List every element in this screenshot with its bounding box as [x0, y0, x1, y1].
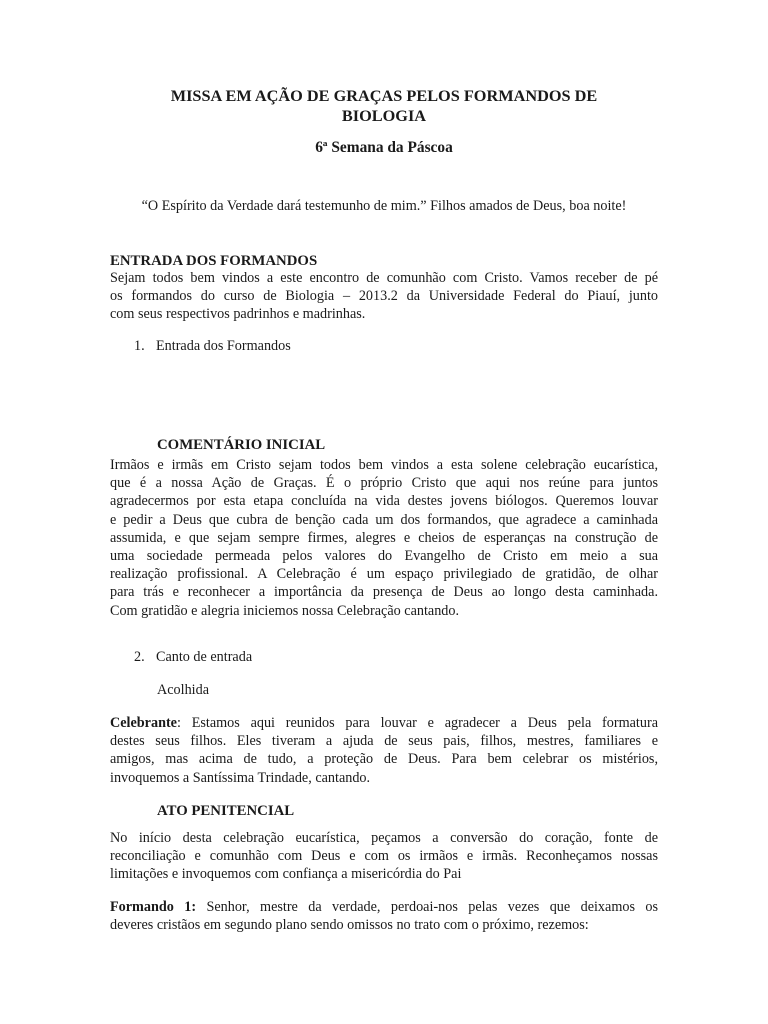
- paragraph-line: [110, 714, 658, 732]
- list-item-number: 1.: [134, 338, 145, 354]
- paragraph-line: invoquemos a Santíssima Trindade, cantando.: [110, 769, 371, 786]
- section-heading-entrada: ENTRADA DOS FORMANDOS: [110, 253, 318, 269]
- celebrante-paragraph: [110, 714, 658, 787]
- formando1-text: Senhor, mestre da verdade, perdoai-nos pelas vezes que deixamos os: [196, 899, 658, 915]
- list-item-entrada: [134, 337, 291, 355]
- paragraph-line: limitações e invoquemos com confiança a misericórdia do Pai: [110, 866, 462, 883]
- list-item-canto: [134, 648, 252, 666]
- paragraph-line: Irmãos e irmãs em Cristo sejam todos bem vindos a esta solene celebração eucarística,: [110, 457, 658, 473]
- paragraph-line: Com gratidão e alegria iniciemos nossa Celebração cantando.: [110, 602, 460, 619]
- section-heading-comentario: COMENTÁRIO INICIAL: [157, 437, 326, 453]
- ato-paragraph: [110, 829, 658, 884]
- document-subtitle: 6ª Semana da Páscoa: [315, 139, 453, 156]
- paragraph-line: para trás e reconhecer a importância da presença de Deus ao longo desta caminhada.: [110, 584, 658, 601]
- paragraph-line: uma sociedade permeada pelos valores do Evangelho de Cristo em meio a sua: [110, 548, 658, 565]
- section-heading-ato: ATO PENITENCIAL: [157, 803, 295, 819]
- opening-quote: “O Espírito da Verdade dará testemunho de mim.” Filhos amados de Deus, boa noite!: [141, 198, 627, 214]
- paragraph-line: reconciliação e comunhão com Deus e com os irmãos e irmãs. Reconheçamos nossas: [110, 848, 658, 865]
- paragraph-line: amigos, mas acima de tudo, a proteção de Deus. Para bem celebrar os mistérios,: [110, 751, 658, 768]
- celebrante-text: : Estamos aqui reunidos para louvar e agradecer a Deus pela formatura: [176, 715, 658, 731]
- paragraph-line: No início desta celebração eucarística, peçamos a conversão do coração, fonte de: [110, 830, 658, 846]
- paragraph-line: destes seus filhos. Eles tiveram a ajuda de seus pais, filhos, mestres, familiares e: [110, 733, 658, 750]
- document-title: [100, 86, 668, 126]
- paragraph-line: Sejam todos bem vindos a este encontro de comunhão com Cristo. Vamos receber de pé: [110, 270, 658, 286]
- paragraph-line: deveres cristãos em segundo plano sendo omissos no trato com o próximo, rezemos:: [110, 917, 589, 934]
- title-line-2: BIOLOGIA: [341, 106, 427, 125]
- formando1-paragraph: [110, 898, 658, 934]
- paragraph-line: e pedir a Deus que cubra de benção cada um dos formandos, que agradece a caminhada: [110, 511, 658, 528]
- paragraph-line: que é a nossa Ação de Graças. É o próprio Cristo que aqui nos reúne para juntos: [110, 475, 658, 492]
- celebrante-label: Celebrante: [110, 715, 177, 731]
- paragraph-line: realização profissional. A Celebração é um espaço privilegiado de gratidão, de olhar: [110, 566, 658, 583]
- acolhida-label: Acolhida: [157, 682, 210, 698]
- paragraph-line: com seus respectivos padrinhos e madrinhas.: [110, 306, 366, 323]
- entrada-paragraph: [110, 269, 658, 324]
- title-line-1: MISSA EM AÇÃO DE GRAÇAS PELOS FORMANDOS DE: [170, 86, 598, 105]
- paragraph-line: agradecermos por esta etapa concluída na vida destes jovens biólogos. Queremos louvar: [110, 493, 658, 510]
- paragraph-line: os formandos do curso de Biologia – 2013.2 da Universidade Federal do Piauí, junto: [110, 288, 658, 305]
- list-item-label: Canto de entrada: [156, 649, 253, 665]
- comentario-paragraph: [110, 456, 658, 620]
- list-item-label: Entrada dos Formandos: [156, 338, 291, 354]
- formando1-label: Formando 1:: [110, 899, 197, 915]
- paragraph-line: [110, 898, 658, 916]
- paragraph-line: assumida, e que sejam sempre firmes, alegres e cheios de esperanças na construção de: [110, 529, 658, 546]
- list-item-number: 2.: [134, 649, 145, 665]
